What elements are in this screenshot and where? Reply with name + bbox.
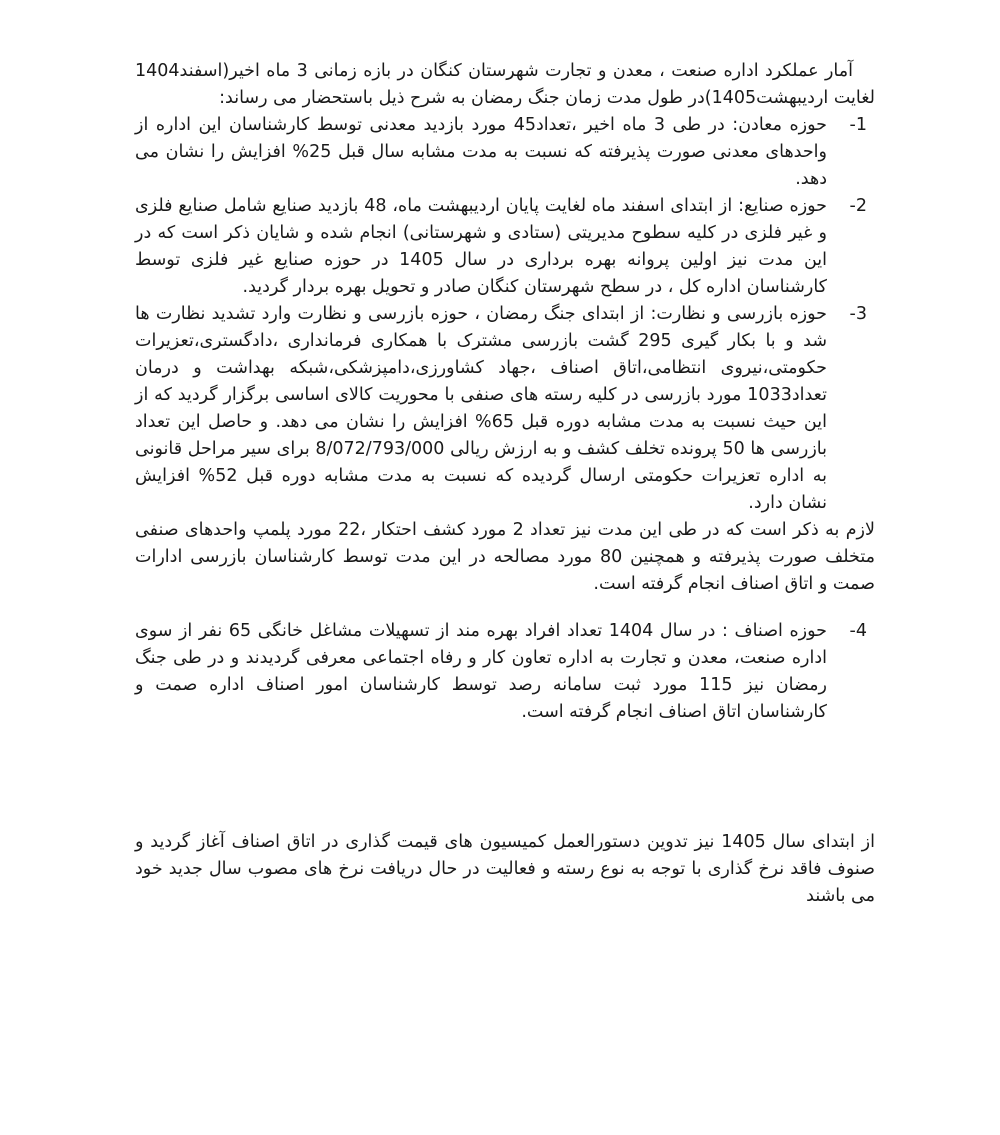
list-item-industries: [135, 193, 875, 301]
note-paragraph: لازم به ذکر است که در طی این مدت نیز تعداد 2 مورد کشف احتکار ،22 مورد پلمپ واحدهای صنفی متخلف صورت پذیرفته و همچنین 80 مورد مصالحه در این مدت توسط کارشناسان بازرسی ادارات صمت و اتاق اصناف انجام گرفته است.: [135, 520, 875, 594]
list-item-mines: [135, 112, 875, 193]
list-item-inspection: [135, 301, 875, 517]
list-item-number: -2: [849, 196, 867, 216]
list-item-number: -4: [849, 621, 867, 641]
list-item-text: حوزه صنایع: از ابتدای اسفند ماه لغایت پایان اردیبهشت ماه، 48 بازدید صنایع شامل صنایع فلزی و غیر فلزی در کلیه سطوح مدیریتی (ستادی و شهرستانی) انجام شده و شایان ذکر است که در این مدت نیز اولین پروانه بهره برداری در سال 1405 در حوزه صنایع غیر فلزی توسط کارشناسان اداره کل ، در سطح شهرستان کنگان صادر و تحویل بهره بردار گردید.: [135, 196, 827, 297]
list-item-number: -1: [849, 115, 867, 135]
list-item-number: -3: [849, 304, 867, 324]
list-item-text: حوزه معادن: در طی 3 ماه اخیر ،تعداد45 مورد بازدید معدنی توسط کارشناسان این اداره از واحدهای معدنی صورت پذیرفته که نسبت به مدت مشابه سال قبل 25% افزایش را نشان می دهد.: [135, 115, 827, 189]
report-list-guilds: [135, 618, 875, 726]
list-item-guilds: [135, 618, 875, 726]
list-item-text: حوزه اصناف : در سال 1404 تعداد افراد بهره مند از تسهیلات مشاغل خانگی 65 نفر از سوی اداره صنعت، معدن و تجارت به اداره تعاون کار و رفاه اجتماعی معرفی گردیدند و در طی جنگ رمضان نیز 115 مورد ثبت سامانه رصد توسط کارشناسان امور اصناف اداره صمت و کارشناسان اتاق اصناف انجام گرفته است.: [135, 621, 827, 722]
document-page: [135, 58, 875, 910]
intro-paragraph: آمار عملکرد اداره صنعت ، معدن و تجارت شهرستان کنگان در بازه زمانی 3 ماه اخیر(اسفند1404 لغایت اردیبهشت1405)در طول مدت زمان جنگ رمضان به شرح ذیل باستحضار می رساند:: [135, 61, 875, 108]
list-item-text: حوزه بازرسی و نظارت: از ابتدای جنگ رمضان ، حوزه بازرسی و نظارت وارد تشدید نظارت ها شد و با بکار گیری 295 گشت بازرسی مشترک با همکاری فرمانداری ،دادگستری،تعزیرات حکومتی،نیروی انتظامی،اتاق اصناف ،جهاد کشاورزی،دامپزشکی،شبکه بهداشت و درمان تعداد1033 مورد بازرسی در کلیه رسته های صنفی با محوریت کالای اساسی برگزار گردید که از این حیث نسبت به مدت مشابه دوره قبل 65% افزایش را نشان می دهد. و حاصل این تعداد بازرسی ها 50 پرونده تخلف کشف و به ارزش ریالی 8/072/793/000 برای سیر مراحل قانونی به اداره تعزیرات حکومتی ارسال گردیده که نسبت به مدت مشابه دوره قبل 52% افزایش نشان دارد.: [135, 304, 828, 513]
final-paragraph: از ابتدای سال 1405 نیز تدوین دستورالعمل کمیسیون های قیمت گذاری در اتاق اصناف آغاز گردید و صنوف فاقد نرخ گذاری با توجه به نوع رسته و فعالیت در حال دریافت نرخ های مصوب سال جدید خود می باشند: [135, 832, 875, 906]
report-list: [135, 112, 875, 517]
